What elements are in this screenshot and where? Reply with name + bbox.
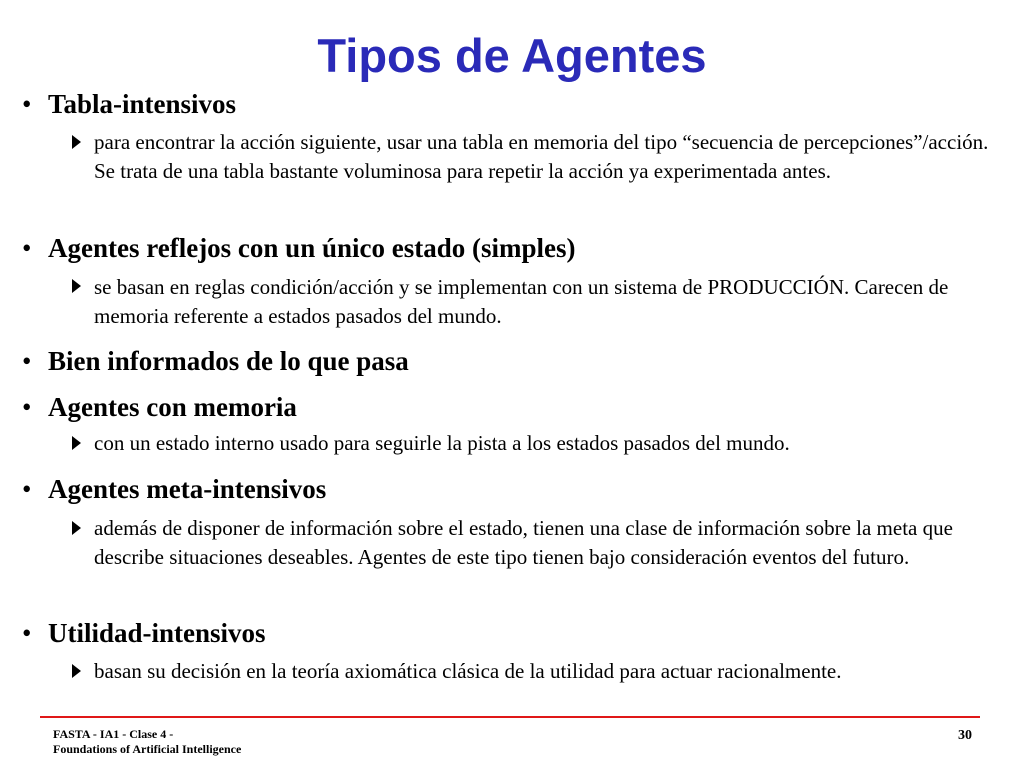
- page-number: 30: [958, 728, 972, 743]
- bullet-heading-agentes-con-memoria: Agentes con memoria: [48, 392, 297, 422]
- bullet-dot: •: [22, 346, 32, 376]
- sub-bullet-text: además de disponer de información sobre el estado, tienen una clase de información sobre la meta que describe situaciones deseables. Agentes de este tipo tienen bajo consideración eventos del futuro.: [94, 516, 953, 569]
- sub-bullet-text: para encontrar la acción siguiente, usar una tabla en memoria del tipo “secuencia de percepciones”/acción. Se trata de una tabla bastante voluminosa para repetir la acción ya experimentada antes.: [94, 130, 989, 183]
- footer-divider: [40, 716, 980, 718]
- bullet-heading-bien-informados: Bien informados de lo que pasa: [48, 346, 409, 376]
- sub-bullet-text: basan su decisión en la teoría axiomática clásica de la utilidad para actuar racionalmente.: [94, 659, 842, 683]
- footer-text: [53, 727, 241, 757]
- triangle-bullet-icon: [72, 279, 81, 293]
- triangle-bullet-icon: [72, 436, 81, 450]
- bullet-dot: •: [22, 233, 32, 263]
- slide-title: Tipos de Agentes: [317, 29, 707, 82]
- bullet-heading-tabla-intensivos: Tabla-intensivos: [48, 89, 237, 119]
- bullet-dot: •: [22, 474, 32, 504]
- footer-line-2: Foundations of Artificial Intelligence: [53, 742, 242, 756]
- sub-bullet-text: con un estado interno usado para seguirle la pista a los estados pasados del mundo.: [94, 431, 790, 455]
- bullet-dot: •: [22, 618, 32, 648]
- bullet-dot: •: [22, 392, 32, 422]
- sub-bullet-text: se basan en reglas condición/acción y se implementan con un sistema de PRODUCCIÓN. Carecen de memoria referente a estados pasados del mundo.: [94, 275, 949, 328]
- triangle-bullet-icon: [72, 135, 81, 149]
- triangle-bullet-icon: [72, 664, 81, 678]
- bullet-heading-agentes-meta-intensivos: Agentes meta-intensivos: [48, 474, 327, 504]
- footer-line-1: FASTA - IA1 - Clase 4 -: [53, 727, 174, 741]
- triangle-bullet-icon: [72, 521, 81, 535]
- bullet-dot: •: [22, 89, 32, 119]
- bullet-heading-agentes-reflejos: Agentes reflejos con un único estado (simples): [48, 233, 576, 263]
- bullet-heading-utilidad-intensivos: Utilidad-intensivos: [48, 618, 266, 648]
